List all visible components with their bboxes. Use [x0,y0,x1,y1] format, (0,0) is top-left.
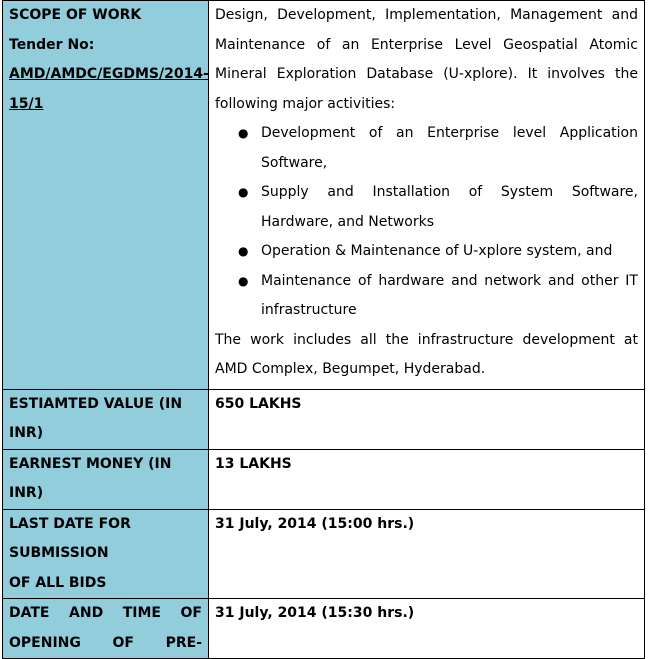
bullet-icon: ● [238,185,249,199]
bullet-icon: ● [238,244,249,258]
tender-number-part-2: 15/1 [9,95,44,112]
submission-date-row [3,509,645,599]
scope-of-work-row [3,1,645,390]
activity-item [238,119,638,178]
activity-text: Supply and Installation of System Software, Hardware, and Networks [261,184,638,230]
tender-no-label: Tender No: [9,36,95,53]
earnest-money-label: EARNEST MONEY (IN INR) [3,449,209,509]
bullet-icon: ● [238,273,249,288]
activity-item [238,267,638,326]
opening-label-line-2: OPENING OF PRE- [9,634,202,651]
opening-date-value: 31 July, 2014 (15:30 hrs.) [209,599,645,659]
submission-date-label [3,509,209,599]
submission-label-line-1: LAST DATE FOR SUBMISSION [9,515,131,561]
scope-closing-text: The work includes all the infrastructure development at AMD Complex, Begumpet, Hyderabad. [215,331,638,377]
opening-date-row [3,599,645,659]
estimated-value-amount: 650 LAKHS [209,389,645,449]
scope-label-cell [3,1,209,390]
scope-intro-text: Design, Development, Implementation, Management and Maintenance of an Enterprise Level Geospatial Atomic Mineral Exploration Database (U-xplore). It involves the following major activities: [215,7,638,112]
tender-number-part-1: AMD/AMDC/EGDMS/2014- [9,66,209,82]
activity-item [238,237,638,267]
earnest-money-row [3,449,645,509]
tender-details-table [2,0,645,659]
scope-of-work-heading: SCOPE OF WORK [9,7,142,23]
estimated-value-row [3,389,645,449]
opening-date-label [3,599,209,659]
activity-text: Operation & Maintenance of U-xplore system, and [261,243,613,259]
activity-text: Development of an Enterprise level Application Software, [261,125,638,171]
submission-date-value: 31 July, 2014 (15:00 hrs.) [209,509,645,599]
opening-label-line-1: DATE AND TIME OF [9,605,202,621]
earnest-money-amount: 13 LAKHS [209,449,645,509]
activities-list [215,119,638,326]
estimated-value-label: ESTIAMTED VALUE (IN INR) [3,389,209,449]
submission-label-line-2: OF ALL BIDS [9,574,107,591]
bullet-icon: ● [238,126,249,140]
activity-item [238,178,638,237]
scope-description-cell [209,1,645,390]
activity-text: Maintenance of hardware and network and other IT infrastructure [261,272,638,318]
